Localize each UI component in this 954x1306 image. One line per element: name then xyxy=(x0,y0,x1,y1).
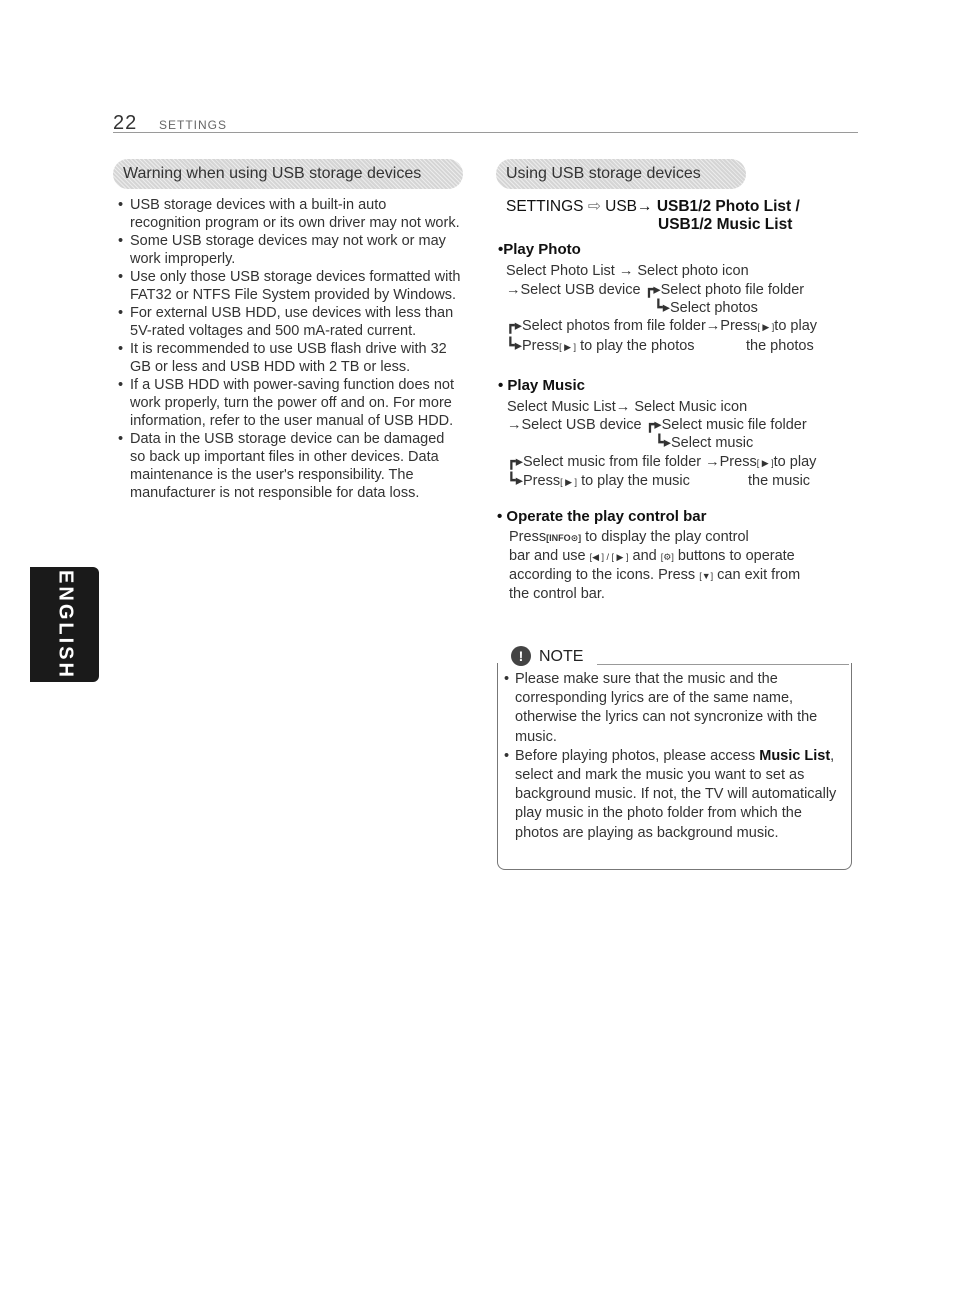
path-photo-list: USB1/2 Photo List / xyxy=(656,198,800,215)
branch-arrow-icon: ┏▸ xyxy=(645,417,662,433)
divider xyxy=(597,664,849,665)
branch-arrow-icon: ┗▸ xyxy=(655,435,672,451)
photo-step-2: →Select USB device ┏▸Select photo file folder xyxy=(506,282,805,298)
list-item: • Data in the USB storage device can be damaged so back up important files in other devices. Data maintenance is the user's responsibility. The manufacturer is not responsible for data loss. xyxy=(116,430,461,502)
language-tab-label: ENGLISH xyxy=(54,569,76,680)
arrow-icon: → xyxy=(506,282,521,298)
down-icon: [▼] xyxy=(699,571,714,581)
branch-arrow-icon: ┏▸ xyxy=(644,282,661,298)
using-heading: Using USB storage devices xyxy=(496,159,746,189)
ok-icon: [⚙] xyxy=(660,552,674,562)
branch-arrow-icon: ┏▸ xyxy=(507,454,524,470)
photo-step-1: Select Photo List → Select photo icon xyxy=(506,263,749,279)
path-arrow-icon: → xyxy=(637,198,653,215)
info-icon: [INFO⊙] xyxy=(546,533,582,543)
control-line-1: Press[INFO⊙] to display the play control xyxy=(509,529,749,545)
control-line-4: the control bar. xyxy=(509,586,605,602)
photo-step-3: ┗▸Select photos xyxy=(654,300,758,316)
list-item: • USB storage devices with a built-in auto recognition program or its own driver may not work. xyxy=(116,196,461,232)
music-step-3: ┗▸Select music xyxy=(655,435,754,451)
page-header xyxy=(113,112,858,133)
list-item: • It is recommended to use USB flash drive with 32 GB or less and USB HDD with 2 TB or less. xyxy=(116,340,461,376)
music-step-4: ┏▸Select music from file folder →Press[ ▶ ]to play xyxy=(507,454,817,470)
path-music-list: USB1/2 Music List xyxy=(658,216,793,233)
arrow-icon: → xyxy=(618,263,634,279)
path-settings: SETTINGS xyxy=(506,198,584,215)
music-step-5: ┗▸Press[ ▶ ] to play the music xyxy=(507,473,690,489)
arrow-icon: → xyxy=(507,417,522,433)
path-usb: USB xyxy=(605,198,638,215)
language-tab xyxy=(30,567,99,682)
arrow-icon: → xyxy=(705,318,721,334)
play-icon: [ ▶ ] xyxy=(757,322,775,332)
play-icon: [ ▶ ] xyxy=(756,458,774,468)
section-title: SETTINGS xyxy=(159,118,228,132)
path-arrow-icon: ⇨ xyxy=(587,198,601,215)
music-step-5-cont: the music xyxy=(748,473,811,489)
music-step-2: →Select USB device ┏▸Select music file folder xyxy=(507,417,807,433)
branch-arrow-icon: ┗▸ xyxy=(654,300,671,316)
branch-arrow-icon: ┗▸ xyxy=(507,473,524,489)
list-item: • Use only those USB storage devices formatted with FAT32 or NTFS File System provided by Windows. xyxy=(116,268,461,304)
control-line-2: bar and use [◀ ] / [ ▶ ] and [⚙] buttons to operate xyxy=(509,548,795,564)
list-item: • For external USB HDD, use devices with less than 5V-rated voltages and 500 mA-rated current. xyxy=(116,304,461,340)
left-right-icon: [◀ ] / [ ▶ ] xyxy=(589,552,629,562)
arrow-icon: → xyxy=(615,399,631,415)
play-music-heading: • Play Music xyxy=(498,377,585,394)
note-list xyxy=(503,670,843,843)
note-title: NOTE xyxy=(539,648,584,665)
photo-step-4: ┏▸Select photos from file folder→Press[ ▶ ]to play xyxy=(506,318,818,334)
warning-list xyxy=(116,196,461,502)
list-item: • If a USB HDD with power-saving function does not work properly, turn the power off and on. For more information, refer to the user manual of USB HDD. xyxy=(116,376,461,430)
warning-heading: Warning when using USB storage devices xyxy=(113,159,463,189)
branch-arrow-icon: ┏▸ xyxy=(506,318,523,334)
control-line-3: according to the icons. Press [▼] can exit from xyxy=(509,567,801,583)
note-icon: ! xyxy=(511,646,531,666)
photo-step-5-cont: the photos xyxy=(746,338,814,354)
list-item: • Please make sure that the music and the corresponding lyrics are of the same name, otherwise the lyrics can not syncronize with the music. xyxy=(503,670,843,747)
list-item: • Some USB storage devices may not work or may work improperly. xyxy=(116,232,461,268)
music-step-1: Select Music List→ Select Music icon xyxy=(507,399,748,415)
play-photo-heading: •Play Photo xyxy=(498,241,581,258)
arrow-icon: → xyxy=(705,454,720,470)
menu-path xyxy=(506,197,800,216)
control-bar-heading: • Operate the play control bar xyxy=(497,508,707,525)
note-header xyxy=(509,646,849,666)
branch-arrow-icon: ┗▸ xyxy=(506,338,523,354)
photo-step-5: ┗▸Press[ ▶ ] to play the photos xyxy=(506,338,695,354)
list-item: • Before playing photos, please access Music List, select and mark the music you want to set as background music. If not, the TV will automatically play music in the photo folder from which the photos are playing as background music. xyxy=(503,747,843,843)
page-number: 22 xyxy=(113,112,138,134)
play-icon: [ ▶ ] xyxy=(560,477,578,487)
play-icon: [ ▶ ] xyxy=(559,342,577,352)
